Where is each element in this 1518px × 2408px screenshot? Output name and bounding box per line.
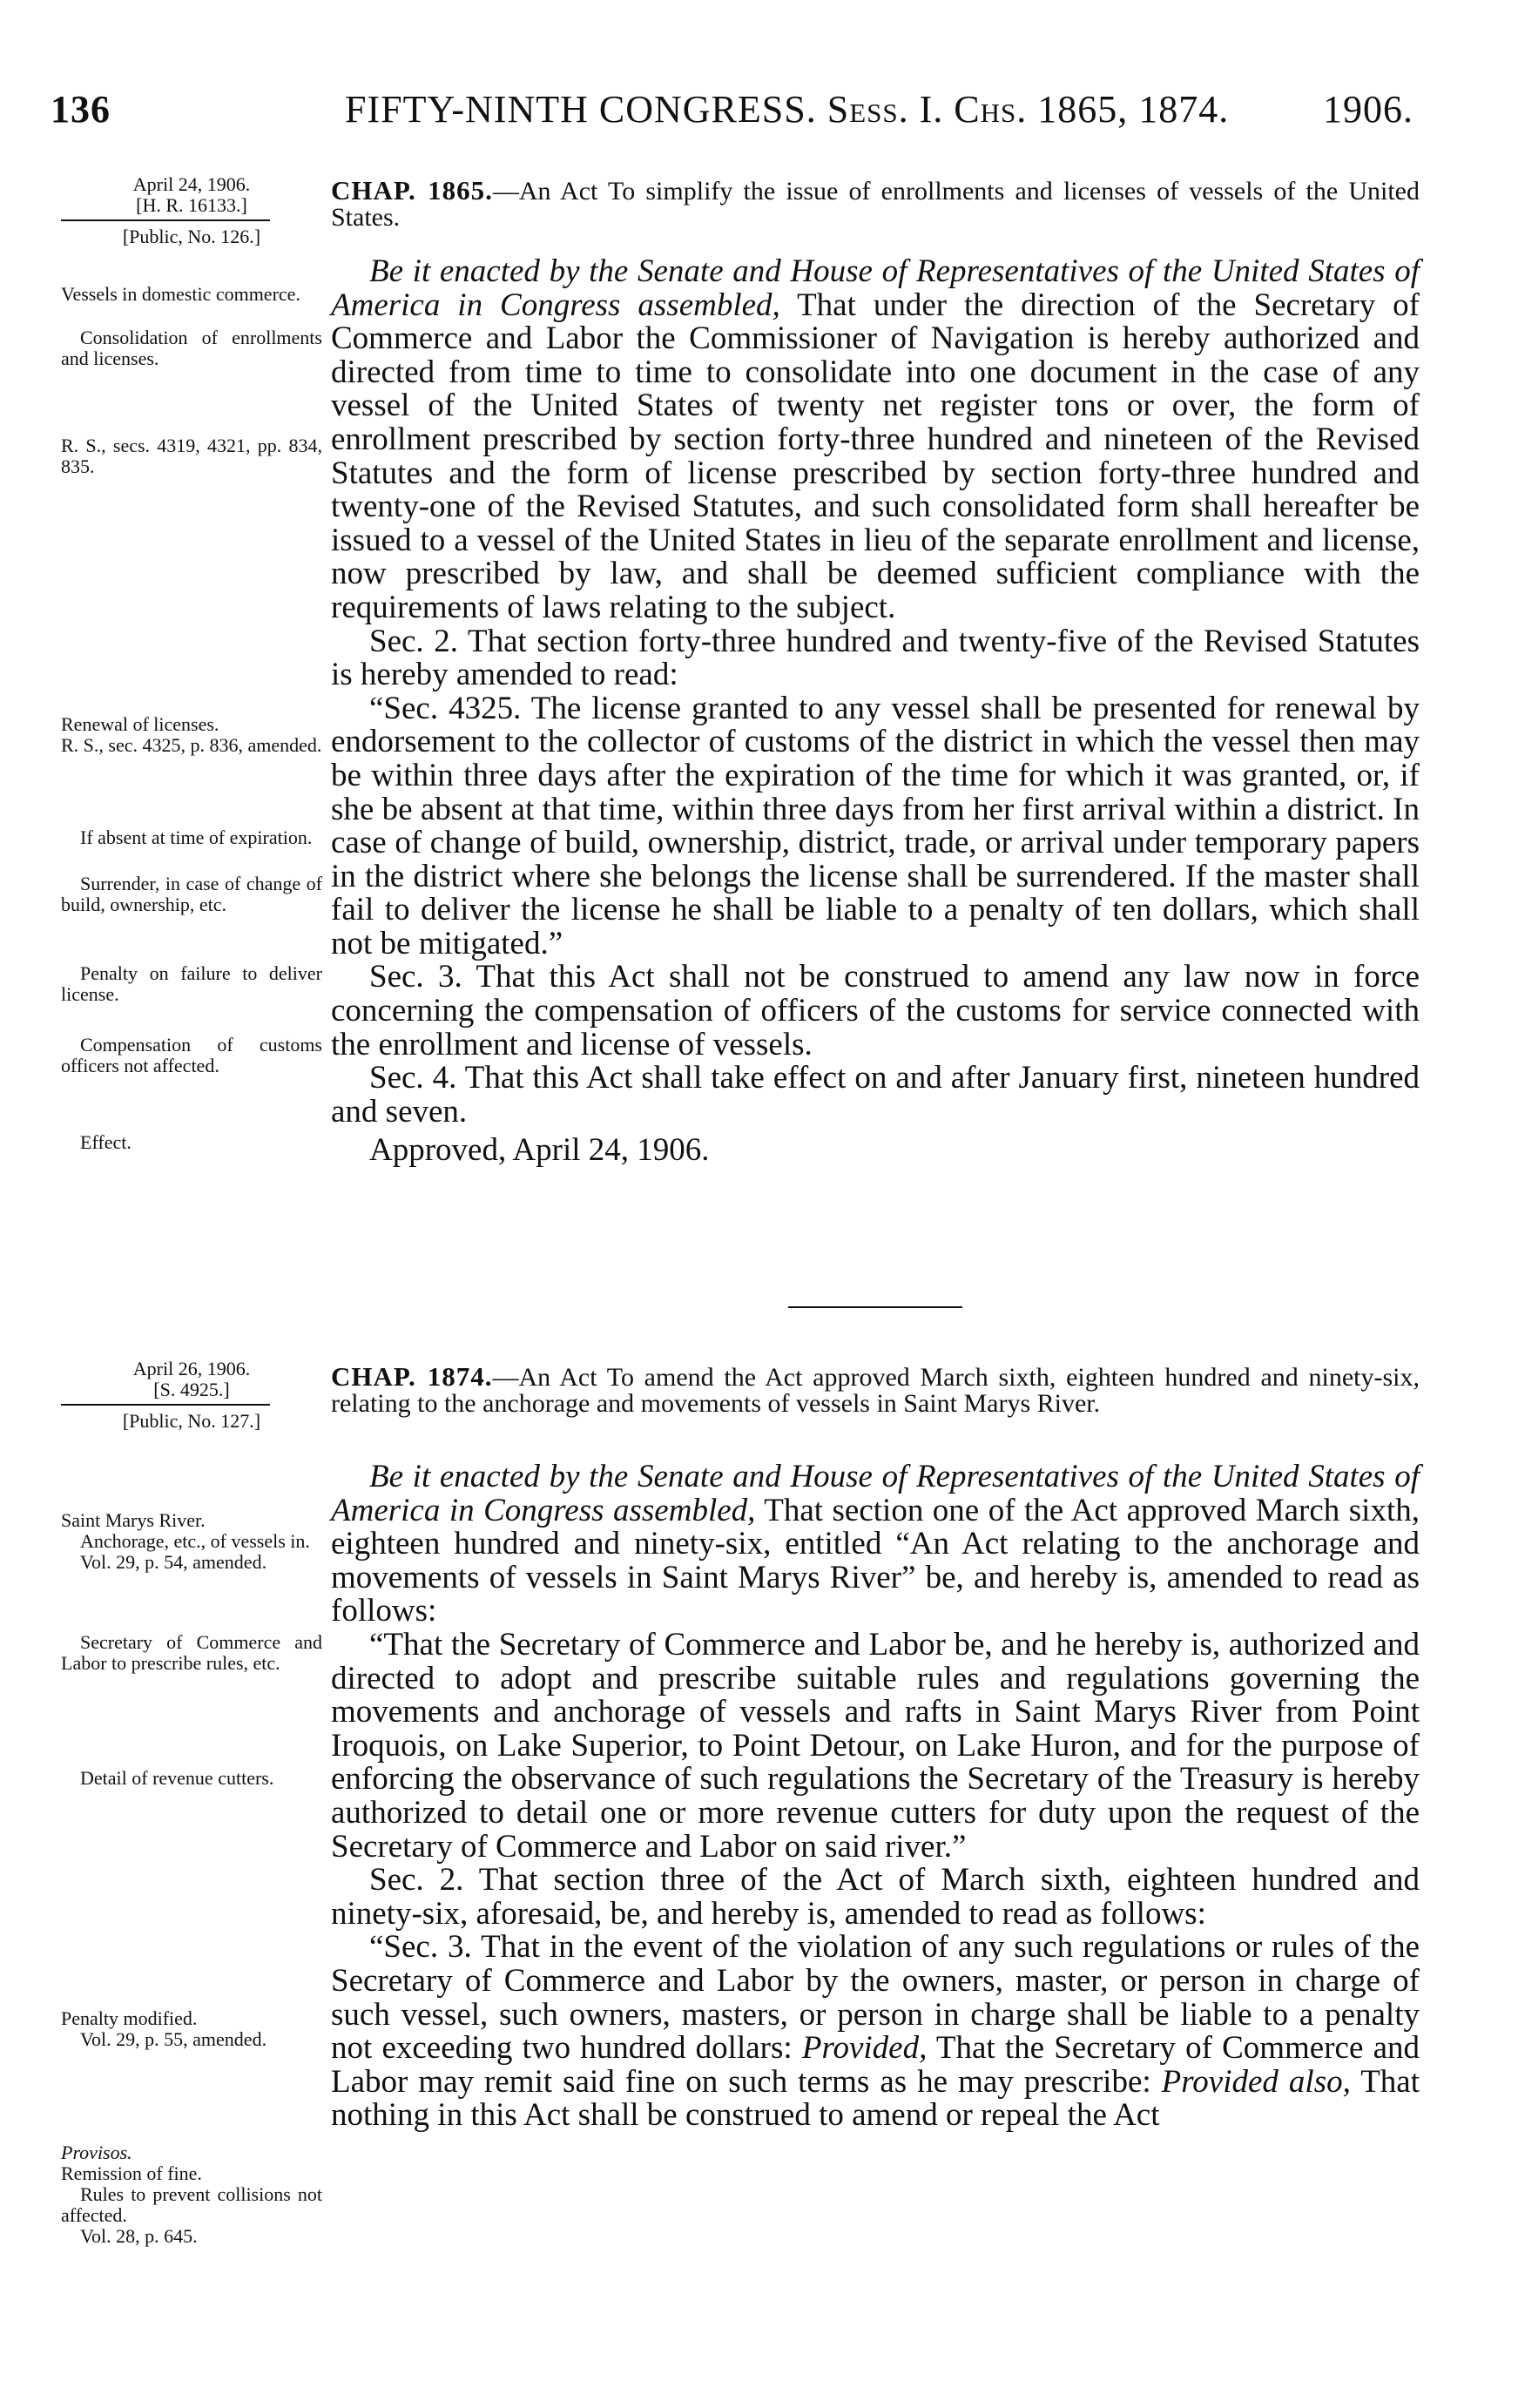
note-consolidation: Consolidation of enrollments and licenses. <box>61 327 322 369</box>
chap1874-sec3: “Sec. 3. That in the event of the violation of any such regulations or rules of the Secretary of Commerce and Labor by the owners, master, or person in charge of such vessel, such owners, masters, or person in charge shall be liable to a penalty not exceeding two hundred dollars: Provided, That the Secretary of Commerce and Labor may remit said fine on such terms as he may prescribe: Provided also, That nothing in this Act shall be construed to amend or repeal the Act <box>331 1929 1420 2134</box>
note-compensation: Compensation of customs officers not affected. <box>61 1034 322 1076</box>
header-year: 1906. <box>1323 88 1413 131</box>
chap1865-margin-header <box>61 174 322 247</box>
chap1865-date: April 24, 1906. <box>132 173 251 195</box>
chap1865-sec4325: “Sec. 4325. The license granted to any vessel shall be presented for renewal by endorsement to the collector of customs of the district in which the vessel then may be within three days after the expiration of the time for which it was granted, or, if she be absent at that time, within three days from her first arrival within a district. In case of change of build, ownership, district, trade, or arrival under temporary papers in the district where she belongs the license shall be surrendered. If the master shall fail to deliver the license he shall be liable to a penalty of ten dollars, which shall not be mitigated.” <box>331 690 1420 961</box>
page-number: 136 <box>51 88 111 131</box>
chap1874-sec2: Sec. 2. That section three of the Act of March sixth, eighteen hundred and ninety-six, aforesaid, be, and hereby is, amended to read as follows: <box>331 1862 1420 1932</box>
note-vessels: Vessels in domestic commerce. <box>61 283 300 305</box>
session-label: Sess. I. <box>826 88 944 131</box>
note-renewal: Renewal of licenses. R. S., sec. 4325, p. 836, amended. <box>61 713 322 756</box>
chap1865-sec2: Sec. 2. That section forty-three hundred and twenty-five of the Revised Statutes is hereby amended to read: <box>331 623 1420 693</box>
margin-rule <box>61 219 270 221</box>
note-absent: If absent at time of expiration. <box>80 826 313 848</box>
chap1865-public: [Public, No. 126.] <box>122 226 261 247</box>
page-header <box>51 87 1413 139</box>
chap1874-enacting-clause: Be it enacted by the Senate and House of Representatives of the United States of America in Congress assembled, That section one of the Act approved March sixth, eighteen hundred and ninety-six, entitled “An Act relating to the anchorage and movements of vessels in Saint Marys River” be, and hereby is, amended to read as follows: <box>331 1459 1420 1629</box>
chap1865-number: CHAP. 1865. <box>331 175 493 206</box>
note-saint-marys: Saint Marys River. Anchorage, etc., of vessels in. Vol. 29, p. 54, amended. <box>61 1509 310 1573</box>
chap1874-margin-header <box>61 1359 322 1432</box>
note-detail: Detail of revenue cutters. <box>80 1767 274 1789</box>
chap1874-date: April 26, 1906. <box>132 1358 251 1379</box>
chap1865-approved: Approved, April 24, 1906. <box>369 1132 710 1169</box>
note-rs-ref: R. S., secs. 4319, 4321, pp. 834, 835. <box>61 435 322 477</box>
chap1874-body <box>331 1361 1420 2134</box>
note-penalty: Penalty on failure to deliver license. <box>61 962 322 1005</box>
chap1865-body <box>331 175 1420 1169</box>
chap1865-enacting-clause: Be it enacted by the Senate and House of Representatives of the United States of America in Congress assembled, That under the direction of the Secretary of Commerce and Labor the Commissioner of Navigation is hereby authorized and directed from time to time to consolidate into one document in the case of any vessel of the United States of twenty net register tons or over, the form of enrollment prescribed by section forty-three hundred and nineteen of the Revised Statutes and the form of license prescribed by section forty-three hundred and twenty-one of the Revised Statutes, and such consolidated form shall hereafter be issued to a vessel of the United States in lieu of the separate enrollment and license, now prescribed by law, and shall be deemed sufficient compliance with the requirements of laws relating to the subject. <box>331 253 1420 625</box>
chap1874-number: CHAP. 1874. <box>331 1361 493 1392</box>
note-penalty-modified: Penalty modified. Vol. 29, p. 55, amended. <box>61 2007 267 2050</box>
note-secretary: Secretary of Commerce and Labor to prescribe rules, etc. <box>61 1631 322 1674</box>
note-effect: Effect. <box>80 1131 132 1153</box>
congress-label: FIFTY-NINTH CONGRESS. <box>345 88 817 131</box>
chap1874-quote1: “That the Secretary of Commerce and Labor be, and he hereby is, authorized and directed to adopt and prescribe suitable rules and regulations governing the movements and anchorage of vessels and rafts in Saint Marys River from Point Iroquois, on Lake Superior, to Point Detour, on Lake Huron, and for the purpose of enforcing the observance of such regulations the Secretary of the Treasury is hereby authorized to detail one or more revenue cutters for duty upon the request of the Secretary of Commerce and Labor on said river.” <box>331 1626 1420 1865</box>
chap1865-bill: [H. R. 16133.] <box>136 194 247 216</box>
chapters-label: Chs. 1865, 1874. <box>954 88 1230 131</box>
running-title <box>345 87 1229 132</box>
chap1874-heading: CHAP. 1874.—An Act To amend the Act approved March sixth, eighteen hundred and ninety-six, relating to the anchorage and movements of vessels in Saint Marys River. <box>331 1361 1420 1418</box>
chapter-divider <box>788 1306 962 1308</box>
chap1865-sec4: Sec. 4. That this Act shall take effect on and after January first, nineteen hundred and seven. <box>331 1060 1420 1130</box>
chap1865-heading: CHAP. 1865.—An Act To simplify the issue of enrollments and licenses of vessels of the United States. <box>331 175 1420 232</box>
note-surrender: Surrender, in case of change of build, ownership, etc. <box>61 873 322 915</box>
note-provisos: Provisos. Remission of fine. Rules to prevent collisions not affected. Vol. 28, p. 645. <box>61 2142 322 2247</box>
chap1865-sec3: Sec. 3. That this Act shall not be construed to amend any law now in force concerning the compensation of officers of the customs for service connected with the enrollment and license of vessels. <box>331 959 1420 1062</box>
margin-rule <box>61 1404 270 1406</box>
chap1874-public: [Public, No. 127.] <box>122 1410 261 1432</box>
chap1874-bill: [S. 4925.] <box>153 1379 230 1400</box>
